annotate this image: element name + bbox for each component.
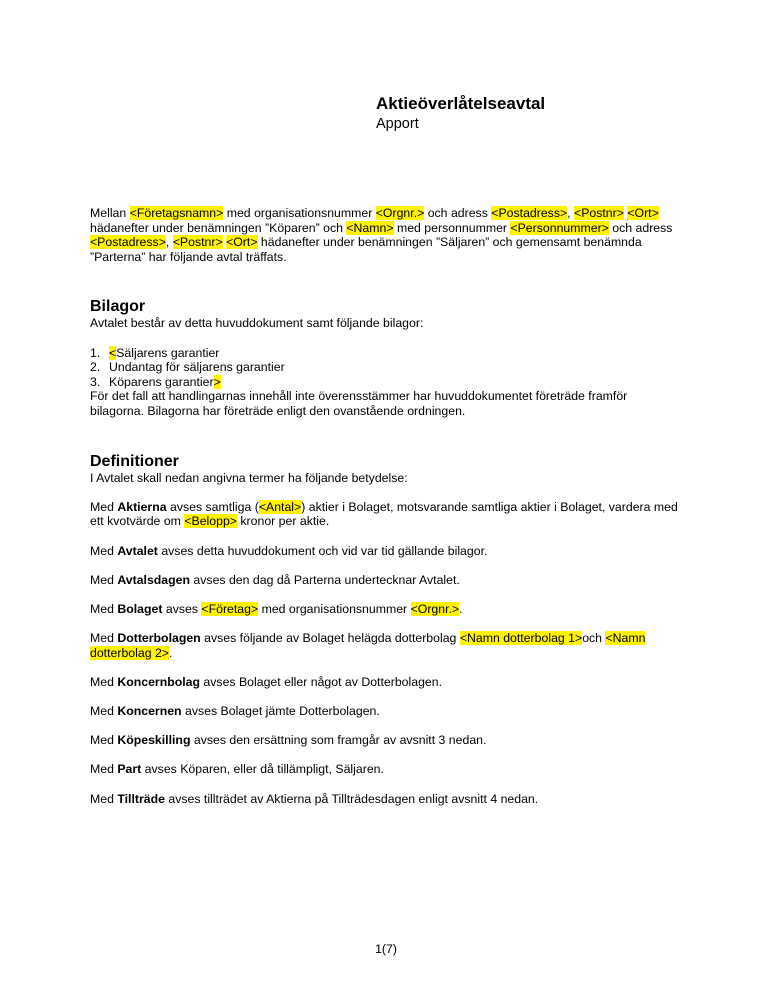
list-text: Köparens garantier [109, 374, 214, 389]
definition-avtalsdagen [90, 573, 680, 588]
list-text: Säljarens garantier [116, 345, 220, 360]
definition-term: Avtalsdagen [117, 572, 191, 587]
list-item [90, 346, 680, 361]
definition-term: Köpeskilling [117, 733, 191, 748]
definition-text: och [582, 631, 606, 646]
document-title: Aktieöverlåtelseavtal [376, 94, 546, 113]
definition-text: avses den dag då Parterna undertecknar Avtalet. [190, 572, 460, 587]
definition-text: avses detta huvuddokument och vid var tid gällande bilagor. [157, 543, 488, 558]
definition-term: Aktierna [117, 499, 167, 514]
definition-term: Dotterbolagen [117, 631, 201, 646]
definition-text: . [459, 601, 463, 616]
definition-part [90, 762, 680, 777]
list-item [90, 360, 680, 375]
definition-text: kronor per aktie. [236, 514, 330, 529]
list-item [90, 375, 680, 390]
definition-koncernbolag [90, 675, 680, 690]
intro-text: , [165, 235, 173, 250]
placeholder-city: <Ort> [627, 206, 659, 220]
definition-text: avses samtliga ( [166, 499, 259, 514]
placeholder-name: <Namn> [346, 220, 394, 235]
intro-paragraph [90, 206, 680, 264]
definition-kopeskilling [90, 733, 680, 748]
bilagor-closing: För det fall att handlingarnas innehåll inte överensstämmer har huvuddokumentet företräde framför bilagorna. Bilagorna har företräde enligt den ovanstående ordningen. [90, 389, 628, 418]
definition-text: . [168, 645, 173, 660]
placeholder-subsidiary-1: <Namn dotterbolag 1> [459, 631, 583, 646]
definition-text: avses tillträdet av Aktierna på Tillträdesdagen enligt avsnitt 4 nedan. [164, 791, 539, 806]
definition-text: Med [90, 704, 118, 719]
definition-text: Med [90, 601, 118, 616]
placeholder-company-name: <Företagsnamn> [129, 206, 224, 220]
definition-koncernen [90, 704, 680, 719]
definition-text: Med [90, 762, 118, 777]
definition-avtalet [90, 544, 680, 559]
list-text: Undantag för säljarens garantier [109, 360, 285, 375]
placeholder-city: <Ort> [226, 235, 258, 250]
placeholder-orgnr: <Orgnr.> [410, 601, 460, 616]
bilagor-lead: Avtalet består av detta huvuddokument samt följande bilagor: [90, 316, 424, 331]
definition-text: Med [90, 674, 118, 689]
definition-tilltrade [90, 792, 680, 807]
intro-text: , [567, 206, 575, 220]
definition-term: Koncernbolag [117, 674, 201, 689]
definition-aktierna [90, 500, 680, 529]
definition-text: Med [90, 499, 118, 514]
definition-text: med organisationsnummer [258, 601, 411, 616]
intro-text: hädanefter under benämningen ”Säljaren” och gemensamt benämnda ”Parterna” har följande avtal träffats. [90, 235, 642, 264]
intro-text: och adress [608, 220, 673, 235]
page-number: 1(7) [375, 942, 397, 956]
list-number: 1. [90, 345, 101, 360]
intro-text: Mellan [90, 206, 130, 220]
section-heading-bilagor: Bilagor [90, 298, 146, 316]
placeholder-orgnr: <Orgnr.> [375, 206, 425, 220]
definition-text: Med [90, 543, 118, 558]
intro-text: hädanefter under benämningen ”Köparen” och [90, 220, 347, 235]
document-body [90, 206, 680, 806]
document-subtitle: Apport [376, 116, 419, 132]
definition-bolaget [90, 602, 680, 617]
list-number: 2. [90, 360, 101, 375]
bilagor-list [90, 346, 680, 390]
title-block [376, 94, 545, 133]
placeholder-postal-code: <Postnr> [574, 206, 624, 220]
placeholder-bracket: > [213, 374, 221, 389]
definition-text: ) aktier i Bolaget, motsvarande samtliga aktier i Bolaget, vardera med ett kvotvärde om [90, 499, 678, 529]
definition-text: Med [90, 733, 118, 748]
definition-term: Bolaget [117, 601, 163, 616]
placeholder-subsidiary-2: <Namn dotterbolag 2> [90, 631, 646, 660]
placeholder-postal-address: <Postadress> [491, 206, 568, 220]
section-heading-definitioner: Definitioner [90, 452, 179, 470]
placeholder-postal-code: <Postnr> [172, 235, 223, 250]
placeholder-count: <Antal> [258, 499, 302, 514]
definition-text: Med [90, 572, 118, 587]
placeholder-postal-address: <Postadress> [90, 235, 166, 250]
definition-text: avses följande av Bolaget helägda dotterbolag [200, 631, 460, 646]
definition-text: avses Bolaget jämte Dotterbolagen. [181, 704, 380, 719]
definitioner-lead: I Avtalet skall nedan angivna termer ha följande betydelse: [90, 470, 408, 485]
definition-text: avses den ersättning som framgår av avsnitt 3 nedan. [190, 733, 487, 748]
definition-text: avses Köparen, eller då tillämpligt, Säljaren. [141, 762, 384, 777]
definition-text: avses [162, 601, 202, 616]
definition-text: Med [90, 631, 118, 646]
placeholder-personal-number: <Personnummer> [510, 220, 609, 235]
intro-text: med personnummer [393, 220, 511, 235]
placeholder-amount: <Belopp> [184, 514, 237, 529]
definition-text: Med [90, 791, 118, 806]
definition-text: avses Bolaget eller något av Dotterbolagen. [200, 674, 443, 689]
definition-term: Part [117, 762, 142, 777]
definition-term: Tillträde [117, 791, 165, 806]
intro-text: och adress [424, 206, 492, 220]
definition-term: Koncernen [117, 704, 182, 719]
placeholder-bracket: < [109, 345, 117, 360]
list-number: 3. [90, 374, 101, 389]
placeholder-company: <Företag> [201, 601, 259, 616]
definition-dotterbolagen [90, 631, 680, 660]
intro-text: med organisationsnummer [223, 206, 376, 220]
definition-term: Avtalet [117, 543, 158, 558]
